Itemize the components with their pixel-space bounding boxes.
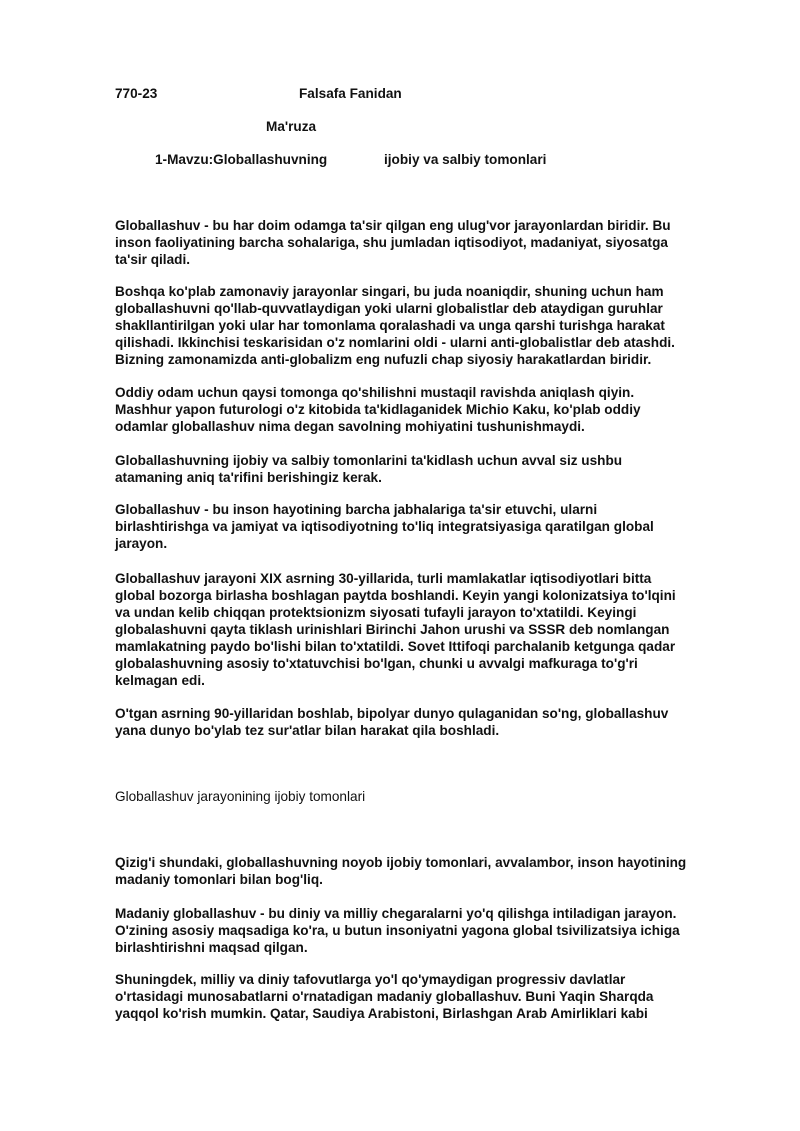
document-type: Ma'ruza xyxy=(266,119,317,134)
topic-title-left: 1-Mavzu:Globallashuvning xyxy=(155,152,328,167)
paragraph: Globallashuv jarayoni XIX asrning 30-yillarida, turli mamlakatlar iqtisodiyotlari bitta global bozorga birlasha boshlagan paytda boshlandi. Keyin yangi kolonizatsiya to'lqini va undan kelib chiqqan protektsionizm siyosati tufayli jarayon to'xtatildi. Keyingi globalashuvni qayta tiklash urinishlari Birinchi Jahon urushi va SSSR deb nomlangan mamlakatning paydo bo'lishi bilan to'xtatildi. Sovet Ittifoqi parchalanib ketgunga qadar globalashuvning asosiy to'xtatuvchisi bo'lgan, chunki u avvalgi mafkuraga to'g'ri kelmagan edi. xyxy=(115,571,676,688)
paragraph: Globallashuvning ijobiy va salbiy tomonlarini ta'kidlash uchun avval siz ushbu atamaning aniq ta'rifini berishingiz kerak. xyxy=(115,453,623,485)
paragraph: Globallashuv - bu inson hayotining barcha jabhalariga ta'sir etuvchi, ularni birlashtirishga va jamiyat va iqtisodiyotning to'liq integratsiyasiga qaratilgan global jarayon. xyxy=(115,502,654,551)
section-heading: Globallashuv jarayonining ijobiy tomonlari xyxy=(115,789,366,804)
paragraph: Oddiy odam uchun qaysi tomonga qo'shilishni mustaqil ravishda aniqlash qiyin. Mashhur yapon futurologi o'z kitobida ta'kidlaganidek Michio Kaku, ko'plab oddiy odamlar globallashuv nima degan savolning mohiyatini tushunishmaydi. xyxy=(115,385,641,434)
paragraph: Globallashuv - bu har doim odamga ta'sir qilgan eng ulug'vor jarayonlardan biridir. Bu inson faoliyatining barcha sohalariga, shu jumladan iqtisodiyot, madaniyat, siyosatga ta'sir qiladi. xyxy=(115,218,671,267)
group-code: 770-23 xyxy=(115,86,158,101)
paragraph: Shuningdek, milliy va diniy tafovutlarga yo'l qo'ymaydigan progressiv davlatlar o'rtasidagi munosabatlarni o'rnatadigan madaniy globallashuv. Buni Yaqin Sharqda yaqqol ko'rish mumkin. Qatar, Saudiya Arabistoni, Birlashgan Arab Amirliklari kabi xyxy=(115,972,654,1021)
paragraph: Madaniy globallashuv - bu diniy va milliy chegaralarni yo'q qilishga intiladigan jarayon. O'zining asosiy maqsadiga ko'ra, u butun insoniyatni yagona global tsivilizatsiya ichiga birlashtirishni maqsad qilgan. xyxy=(115,906,680,955)
paragraph: Qizig'i shundaki, globallashuvning noyob ijobiy tomonlari, avvalambor, inson hayotining madaniy tomonlari bilan bog'liq. xyxy=(115,855,687,887)
subject-title: Falsafa Fanidan xyxy=(299,86,402,101)
topic-title-right: ijobiy va salbiy tomonlari xyxy=(384,152,547,167)
paragraph: Boshqa ko'plab zamonaviy jarayonlar singari, bu juda noaniqdir, shuning uchun ham globallashuvni qo'llab-quvvatlaydigan yoki ularni globalistlar deb ataydigan guruhlar shakllantirilgan yoki ular har tomonlama qoralashadi va unga qarshi turishga harakat qilishadi. Ikkinchisi teskarisidan o'z nomlarini oldi - ularni anti-globalistlar deb atashdi. Bizning zamonamizda anti-globalizm eng nufuzli chap siyosiy harakatlardan biridir. xyxy=(115,284,675,367)
paragraph: O'tgan asrning 90-yillaridan boshlab, bipolyar dunyo qulaganidan so'ng, globallashuv yana dunyo bo'ylab tez sur'atlar bilan harakat qila boshladi. xyxy=(115,706,669,738)
